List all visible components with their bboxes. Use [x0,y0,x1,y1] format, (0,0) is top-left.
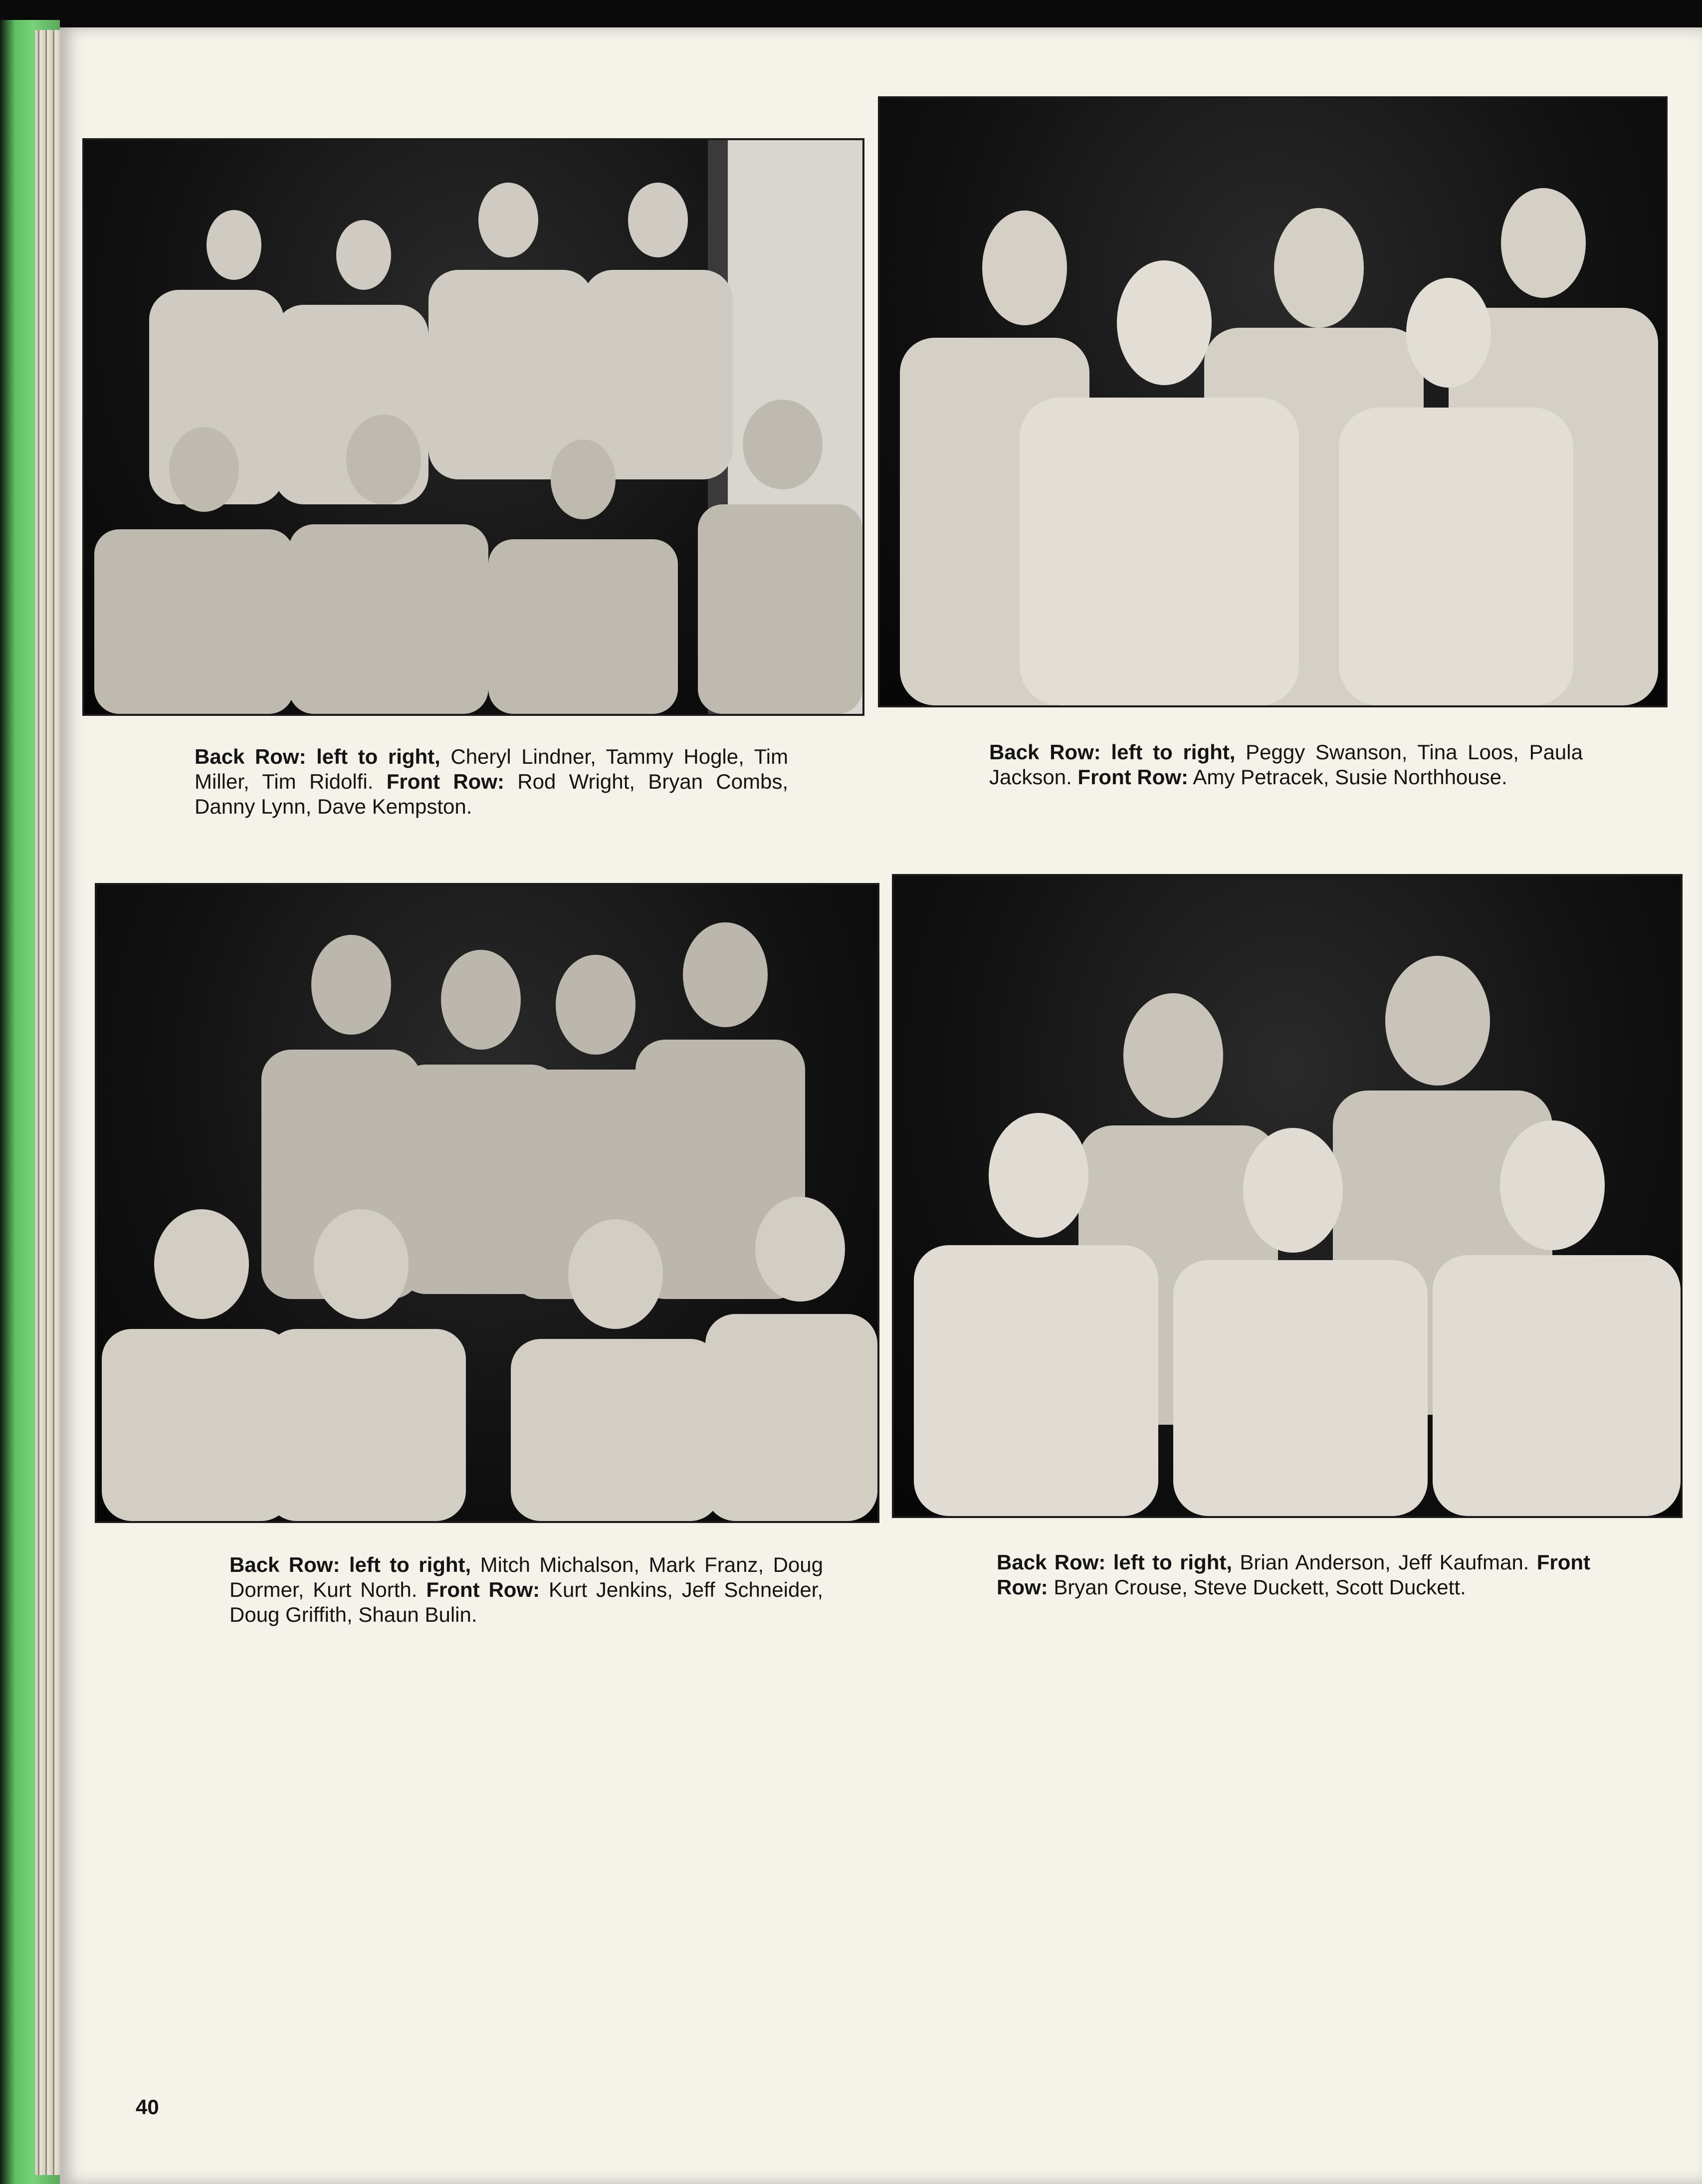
caption-photo-3 [229,1552,823,1627]
front-row-names: Bryan Crouse, Steve Duckett, Scott Duckett. [1048,1575,1466,1599]
caption-photo-4 [997,1550,1590,1600]
page-number: 40 [136,2095,159,2119]
back-row-heading: Back Row: left to right, [989,740,1236,764]
group-photo-3 [95,883,879,1523]
front-row-heading: Front Row: [386,770,504,793]
back-row-heading: Back Row: left to right, [229,1553,471,1576]
front-row-names: Rod Wright, Bryan Combs, Danny Lynn, Dave Kempston. [195,770,788,818]
group-photo-2 [878,96,1668,707]
front-row-names: Kurt Jenkins, Jeff Schneider, Doug Griffith, Shaun Bulin. [229,1578,824,1626]
back-row-names: Brian Anderson, Jeff Kaufman. [1232,1550,1537,1574]
front-row-heading: Front Row: [426,1578,540,1601]
group-photo-1 [82,138,864,716]
caption-photo-1 [195,744,788,819]
back-row-heading: Back Row: left to right, [997,1550,1233,1574]
back-row-heading: Back Row: left to right, [195,745,440,768]
front-row-heading: Front Row: [1077,765,1189,789]
back-row-names: Mitch Michalson, Mark Franz, Doug Dormer, Kurt North. [229,1553,823,1601]
front-row-names: Amy Petracek, Susie Northhouse. [1188,765,1507,789]
back-row-names: Cheryl Lindner, Tammy Hogle, Tim Miller, Tim Ridolfi. [195,745,788,793]
back-row-names: Peggy Swanson, Tina Loos, Paula Jackson. [989,740,1583,789]
group-photo-4 [892,874,1683,1518]
front-row-heading: Front Row: [997,1550,1590,1599]
caption-photo-2 [989,740,1583,790]
